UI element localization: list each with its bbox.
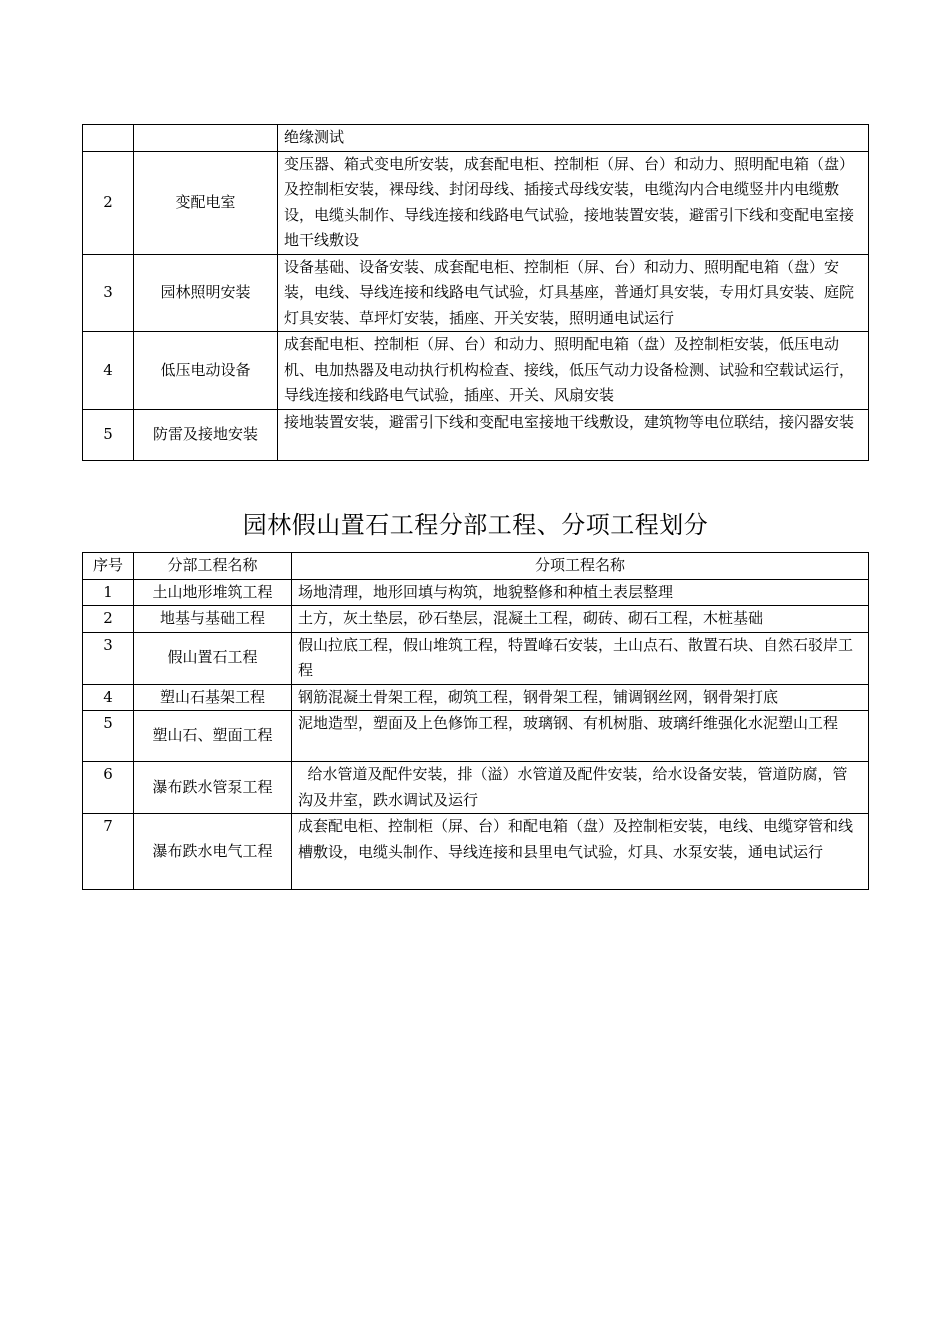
- table-row: [83, 762, 869, 814]
- division-name: 低压电动设备: [134, 332, 278, 410]
- table-row: [83, 151, 869, 254]
- subitem-names: 土方，灰土垫层，砂石垫层，混凝土工程，砌砖、砌石工程，木桩基础: [292, 606, 869, 633]
- row-number: 2: [83, 606, 134, 633]
- subitem-names: 给水管道及配件安装，排（溢）水管道及配件安装，给水设备安装，管道防腐，管沟及井室，跌水调试及运行: [292, 762, 869, 814]
- subitem-names: 成套配电柜、控制柜（屏、台）和配电箱（盘）及控制柜安装，电线、电缆穿管和线槽敷设，电缆头制作、导线连接和县里电气试验，灯具、水泵安装，通电试运行: [292, 814, 869, 890]
- table-row: [83, 254, 869, 332]
- header-subitem-names: 分项工程名称: [292, 553, 869, 580]
- section-title: 园林假山置石工程分部工程、分项工程划分: [242, 511, 709, 539]
- division-name: 塑山石、塑面工程: [134, 711, 292, 762]
- table-row: [83, 632, 869, 684]
- subitem-names: 成套配电柜、控制柜（屏、台）和动力、照明配电箱（盘）及控制柜安装，低压电动机、电加热器及电动执行机构检查、接线，低压气动力设备检测、试验和空载试运行，导线连接和线路电气试验，插座、开关、风扇安装: [278, 332, 869, 410]
- subitem-names: 钢筋混凝土骨架工程，砌筑工程，钢骨架工程，铺调钢丝网，钢骨架打底: [292, 684, 869, 711]
- division-name: 塑山石基架工程: [134, 684, 292, 711]
- division-name: 土山地形堆筑工程: [134, 579, 292, 606]
- row-number: [83, 125, 134, 152]
- header-division-name: 分部工程名称: [134, 553, 292, 580]
- subitem-names: 接地装置安装，避雷引下线和变配电室接地干线敷设，建筑物等电位联结，接闪器安装: [278, 409, 869, 460]
- subitem-names: 绝缘测试: [278, 125, 869, 152]
- division-name: [134, 125, 278, 152]
- division-name: 园林照明安装: [134, 254, 278, 332]
- subitem-names: 假山拉底工程，假山堆筑工程，特置峰石安装，土山点石、散置石块、自然石驳岸工程: [292, 632, 869, 684]
- table-header-row: [83, 553, 869, 580]
- row-number: 1: [83, 579, 134, 606]
- row-number: 7: [83, 814, 134, 890]
- table-row: [83, 606, 869, 633]
- row-number: 6: [83, 762, 134, 814]
- table-row: [83, 579, 869, 606]
- division-name: 假山置石工程: [134, 632, 292, 684]
- electrical-division-table: [82, 124, 869, 461]
- subitem-names: 变压器、箱式变电所安装，成套配电柜、控制柜（屏、台）和动力、照明配电箱（盘）及控制柜安装，裸母线、封闭母线、插接式母线安装，电缆沟内合电缆竖井内电缆敷设，电缆头制作、导线连接和线路电气试验，接地装置安装，避雷引下线和变配电室接地干线敷设: [278, 151, 869, 254]
- table-row: [83, 332, 869, 410]
- division-name: 防雷及接地安装: [134, 409, 278, 460]
- table-row: [83, 125, 869, 152]
- row-number: 4: [83, 684, 134, 711]
- subitem-names: 场地清理，地形回填与构筑，地貌整修和种植土表层整理: [292, 579, 869, 606]
- rockery-division-table: [82, 552, 869, 890]
- division-name: 瀑布跌水电气工程: [134, 814, 292, 890]
- header-number: 序号: [83, 553, 134, 580]
- table-row: [83, 814, 869, 890]
- row-number: 5: [83, 711, 134, 762]
- row-number: 5: [83, 409, 134, 460]
- table-row: [83, 684, 869, 711]
- division-name: 地基与基础工程: [134, 606, 292, 633]
- subitem-names: 设备基础、设备安装、成套配电柜、控制柜（屏、台）和动力、照明配电箱（盘）安装，电线、导线连接和线路电气试验，灯具基座，普通灯具安装，专用灯具安装、庭院灯具安装、草坪灯安装，插座、开关安装，照明通电试运行: [278, 254, 869, 332]
- row-number: 4: [83, 332, 134, 410]
- table-row: [83, 711, 869, 762]
- subitem-names: 泥地造型，塑面及上色修饰工程，玻璃钢、有机树脂、玻璃纤维强化水泥塑山工程: [292, 711, 869, 762]
- row-number: 3: [83, 632, 134, 684]
- row-number: 3: [83, 254, 134, 332]
- row-number: 2: [83, 151, 134, 254]
- table-row: [83, 409, 869, 460]
- division-name: 瀑布跌水管泵工程: [134, 762, 292, 814]
- division-name: 变配电室: [134, 151, 278, 254]
